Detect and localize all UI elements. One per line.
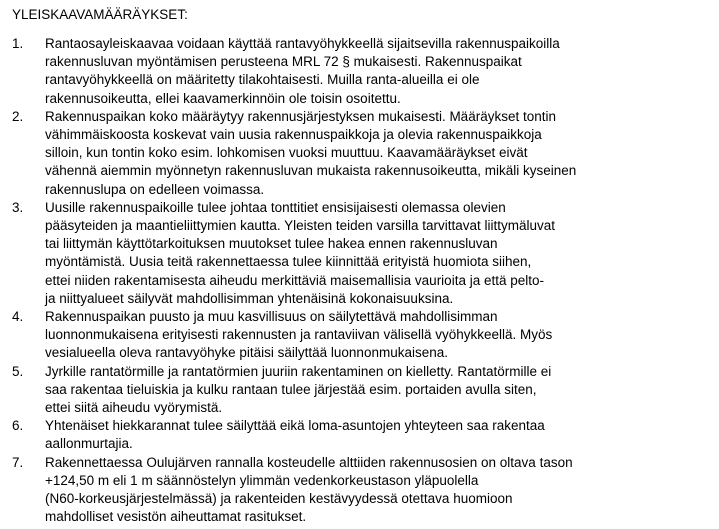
regulation-text-line: (N60-korkeusjärjestelmässä) ja rakenteiden kestävyydessä otettava huomioon <box>45 491 513 507</box>
regulation-text <box>45 417 719 453</box>
regulation-number: 7. <box>12 454 24 470</box>
regulation-item <box>0 35 719 108</box>
regulation-text-line: vähennä aiemmin myönnetyn rakennusluvan mukaista rakennusoikeutta, mikäli kyseinen <box>45 163 577 179</box>
regulation-text <box>45 363 719 418</box>
regulation-item <box>0 308 719 363</box>
regulation-text-line: Yhtenäiset hiekkarannat tulee säilyttää eikä loma-asuntojen yhteyteen saa rakentaa <box>45 418 545 434</box>
regulation-number: 5. <box>12 363 24 379</box>
regulation-number: 4. <box>12 309 24 325</box>
regulation-text-line: aallonmurtajia. <box>45 436 133 452</box>
regulation-text-line: tai liittymän käyttötarkoituksen muutokset tulee hakea ennen rakennusluvan <box>45 236 498 252</box>
regulation-list <box>0 35 719 526</box>
regulation-text-line: luonnonmukaisena erityisesti rakennusten ja rantaviivan välisellä vyöhykkeellä. Myös <box>45 327 553 343</box>
regulation-number: 6. <box>12 418 24 434</box>
regulation-text <box>45 308 719 363</box>
regulation-number: 3. <box>12 199 24 215</box>
regulation-text-line: vesialueella oleva rantavyöhyke pitäisi säilyttää luonnonmukaisena. <box>45 345 448 361</box>
regulation-text-line: Rakennettaessa Oulujärven rannalla kosteudelle alttiiden rakennusosien on oltava tason <box>45 454 573 470</box>
regulation-text-line: +124,50 m eli 1 m säännöstelyn ylimmän vedenkorkeustason yläpuolella <box>45 472 479 488</box>
regulation-text-line: Uusille rakennuspaikoille tulee johtaa tonttitiet ensisijaisesti olemassa olevien <box>45 199 506 215</box>
regulation-text-line: rakennusoikeutta, ellei kaavamerkinnöin ole toisin osoitettu. <box>45 90 401 106</box>
document-heading: YLEISKAAVAMÄÄRÄYKSET: <box>12 7 188 22</box>
regulation-item <box>0 417 719 453</box>
regulation-text <box>45 454 719 527</box>
regulation-text-line: rakennuslupa on edelleen voimassa. <box>45 181 265 197</box>
regulation-text-line: Rakennuspaikan koko määräytyy rakennusjärjestyksen mukaisesti. Määräykset tontin <box>45 108 556 124</box>
regulation-item <box>0 199 719 308</box>
regulation-text-line: silloin, kun tontin koko esim. lohkomisen vuoksi muuttuu. Kaavamääräykset eivät <box>45 145 528 161</box>
regulation-text-line: myöntämistä. Uusia teitä rakennettaessa tulee kiinnittää erityistä huomiota siihen, <box>45 254 532 270</box>
regulation-text-line: ettei niiden rakentamisesta aiheudu merkittäviä maisemallisia vaurioita ja että pelto- <box>45 272 544 288</box>
regulation-text-line: pääsyteiden ja maantieliittymien kautta. Yleisten teiden varsilla tarvittavat liittymäluvat <box>45 218 556 234</box>
regulation-item <box>0 454 719 527</box>
regulation-text <box>45 35 719 108</box>
regulation-text-line: rantavyöhykkeellä on määritetty tilakohtaisesti. Muilla ranta-alueilla ei ole <box>45 72 480 88</box>
regulation-text-line: mahdolliset vesistön aiheuttamat rasitukset. <box>45 509 307 525</box>
regulation-text <box>45 199 719 308</box>
regulation-text-line: vähimmäiskoosta koskevat vain uusia rakennuspaikkoja ja olevia rakennuspaikkoja <box>45 127 542 143</box>
regulation-text <box>45 108 719 199</box>
regulation-text-line: Rakennuspaikan puusto ja muu kasvillisuus on säilytettävä mahdollisimman <box>45 309 498 325</box>
regulation-text-line: Jyrkille rantatörmille ja rantatörmien juuriin rakentaminen on kielletty. Rantatörmille ei <box>45 363 552 379</box>
regulation-number: 1. <box>12 36 24 51</box>
regulation-text-line: rakennusluvan myöntämisen perusteena MRL 72 § mukaisesti. Rakennuspaikat <box>45 54 522 70</box>
regulation-item <box>0 363 719 418</box>
regulation-number: 2. <box>12 108 24 124</box>
regulation-text-line: ja niittyalueet säilyvät mahdollisimman yhtenäisinä kokonaisuuksina. <box>45 290 454 306</box>
regulation-text-line: Rantaosayleiskaavaa voidaan käyttää rantavyöhykkeellä sijaitsevilla rakennuspaikoilla <box>45 36 560 51</box>
regulation-item <box>0 108 719 199</box>
regulation-text-line: ettei siitä aiheudu vyörymistä. <box>45 400 223 416</box>
regulation-text-line: saa rakentaa tieluiskia ja kulku rantaan tulee järjestää esim. portaiden avulla siten, <box>45 381 537 397</box>
